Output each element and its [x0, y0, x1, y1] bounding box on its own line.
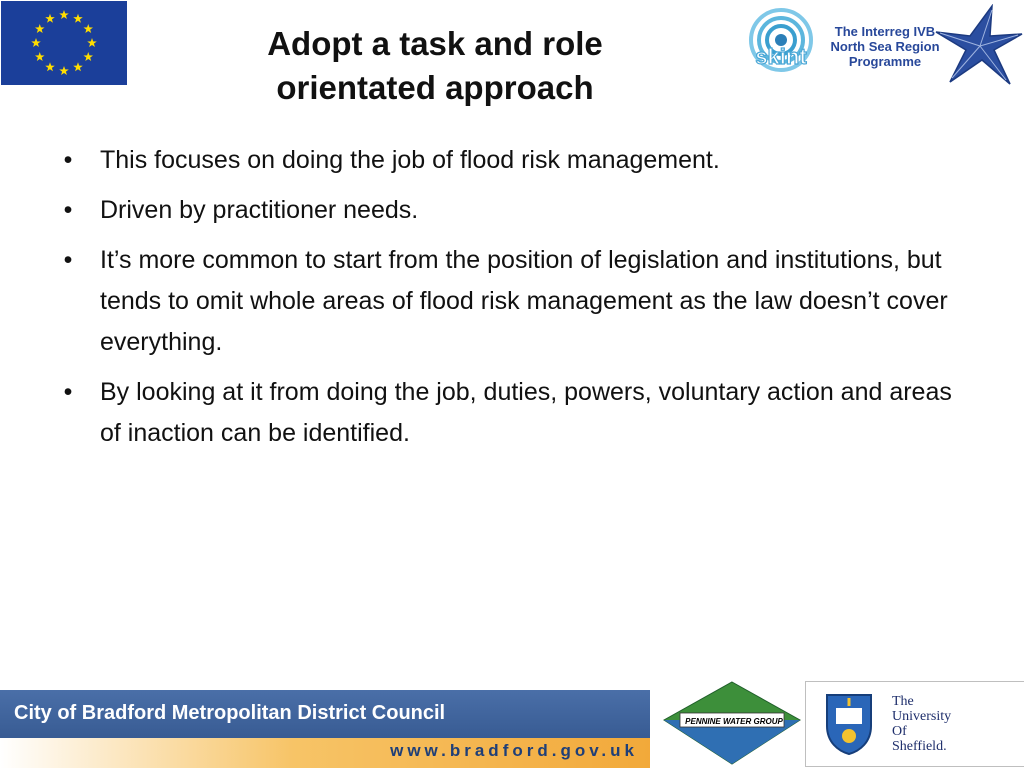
eu-star-icon — [59, 66, 69, 75]
title-line: orientated approach — [276, 69, 594, 106]
bradford-council-banner — [0, 690, 650, 768]
list-item — [58, 140, 978, 181]
skint-logo-icon — [738, 4, 824, 84]
eu-star-icon — [87, 38, 97, 47]
list-item — [58, 190, 978, 231]
sheffield-crest-icon — [824, 692, 874, 756]
slide-title — [180, 22, 690, 110]
sheffield-name — [892, 694, 951, 754]
eu-flag-icon — [1, 1, 127, 85]
title-line: Adopt a task and role — [267, 25, 603, 62]
eu-star-icon — [45, 14, 55, 23]
eu-star-icon — [31, 38, 41, 47]
bullet-text: This focuses on doing the job of flood risk management. — [100, 146, 720, 174]
bullet-text: By looking at it from doing the job, duties, powers, voluntary action and areas of inaction can be identified. — [100, 378, 952, 447]
interreg-programme-label — [824, 24, 946, 69]
eu-star-icon — [35, 24, 45, 33]
eu-star-icon — [83, 24, 93, 33]
list-item — [58, 240, 978, 363]
bullet-text: Driven by practitioner needs. — [100, 196, 419, 224]
sheffield-line: Sheffield. — [892, 739, 947, 754]
sheffield-line: Of — [892, 724, 907, 739]
eu-star-icon — [73, 62, 83, 71]
sheffield-line: The — [892, 694, 914, 709]
bullet-text: It’s more common to start from the position of legislation and institutions, but tends to omit whole areas of flood risk management as the law doesn’t cover everything. — [100, 246, 948, 356]
bullet-marker: • — [63, 146, 73, 174]
interreg-line: The Interreg IVB — [834, 24, 936, 39]
eu-star-icon — [35, 52, 45, 61]
sheffield-logo-box — [805, 681, 1024, 767]
bullet-list — [58, 140, 978, 463]
eu-star-icon — [73, 14, 83, 23]
skint-logo-text: skint — [755, 44, 807, 69]
council-url: www.bradford.gov.uk — [390, 741, 638, 760]
eu-star-icon — [45, 62, 55, 71]
bullet-marker: • — [63, 378, 73, 406]
sheffield-line: University — [892, 709, 952, 724]
council-name: City of Bradford Metropolitan District Council — [14, 702, 446, 724]
council-url-strip — [0, 738, 650, 768]
starfish-icon — [932, 4, 1024, 90]
eu-star-icon — [59, 10, 69, 19]
list-item — [58, 372, 978, 454]
pennine-label: PENNINE WATER GROUP — [685, 717, 783, 726]
interreg-line: Programme — [848, 54, 922, 69]
eu-star-icon — [83, 52, 93, 61]
interreg-line: North Sea Region — [830, 39, 940, 54]
bullet-marker: • — [63, 196, 73, 224]
bullet-marker: • — [63, 246, 73, 274]
